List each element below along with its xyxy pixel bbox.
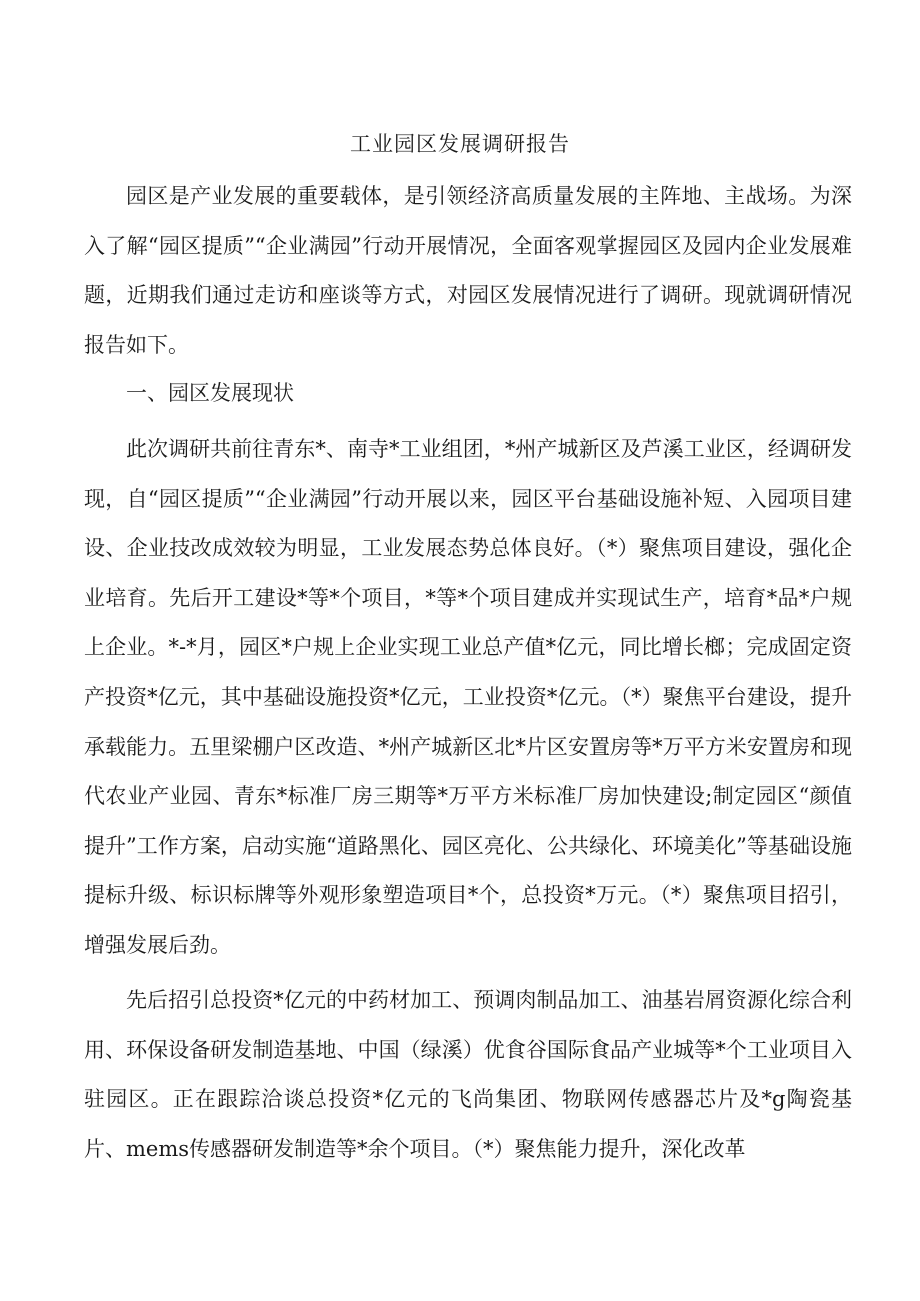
section-heading: 一、园区发展现状 xyxy=(126,381,294,405)
intro-paragraph: 园区是产业发展的重要载体，是引领经济高质量发展的主阵地、主战场。为深入了解“园区提质”“企业满园”行动开展情况，全面客观掌握园区及园内企业发展难题，近期我们通过走访和座谈等方式，对园区发展情况进行了调研。现就调研情况报告如下。 xyxy=(84,184,852,357)
document-title: 工业园区发展调研报告 xyxy=(350,132,570,156)
status-paragraph: 此次调研共前往青东*、南寺*工业组团，*州产城新区及芦溪工业区，经调研发现，自“园区提质”“企业满园”行动开展以来，园区平台基础设施补短、入园项目建设、企业技改成效较为明显，工业发展态势总体良好。（*）聚焦项目建设，强化企业培育。先后开工建设*等*个项目，*等*个项目建成并实现试生产，培育*品*户规上企业。*-*月，园区*户规上企业实现工业总产值*亿元，同比增长榔；完成固定资产投资*亿元，其中基础设施投资*亿元，工业投资*亿元。（*）聚焦平台建设，提升承载能力。五里梁棚户区改造、*州产城新区北*片区安置房等*万平方米安置房和现代农业产业园、青东*标准厂房三期等*万平方米标准厂房加快建设;制定园区“颜值提升”工作方案，启动实施“道路黑化、园区亮化、公共绿化、环境美化”等基础设施提标升级、标识标牌等外观形象塑造项目*个，总投资*万元。（*）聚焦项目招引，增强发展后劲。 xyxy=(84,437,852,957)
projects-paragraph: 先后招引总投资*亿元的中药材加工、预调肉制品加工、油基岩屑资源化综合利用、环保设备研发制造基地、中国（绿溪）优食谷国际食品产业城等*个工业项目入驻园区。正在跟踪洽谈总投资*亿元的飞尚集团、物联网传感器芯片及*g陶瓷基片、mems传感器研发制造等*余个项目。（*）聚焦能力提升，深化改革 xyxy=(84,988,852,1161)
